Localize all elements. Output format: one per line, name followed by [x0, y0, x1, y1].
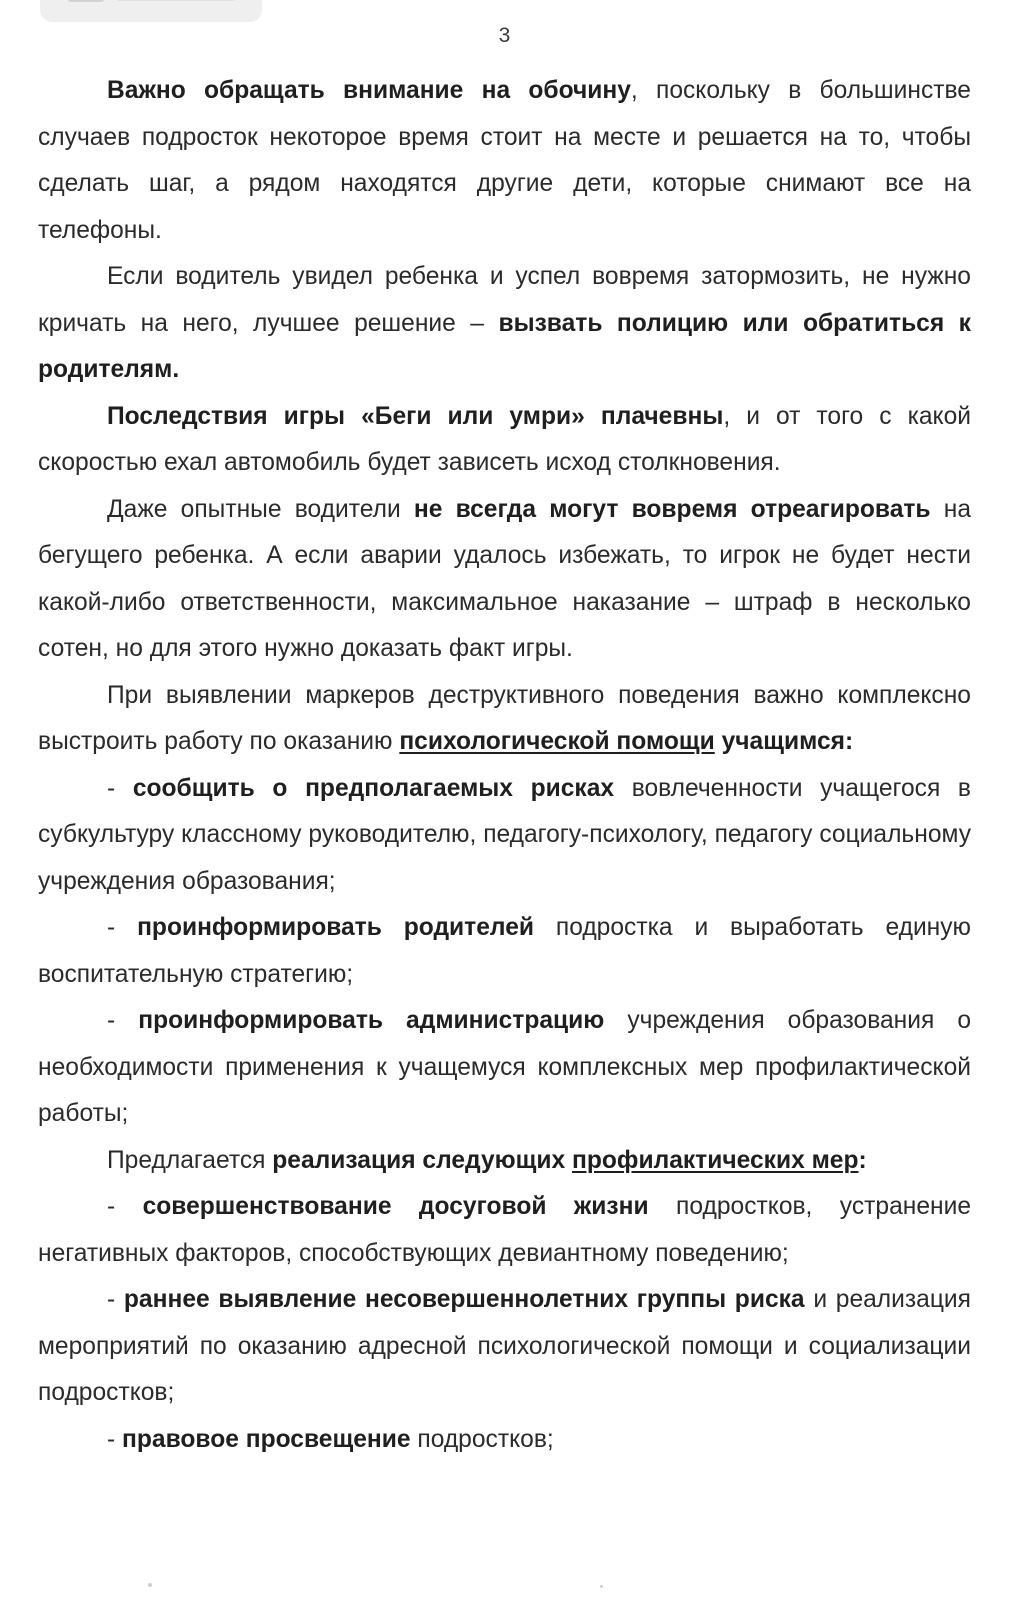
text-run: - [107, 1425, 123, 1453]
text-run: - [107, 1193, 143, 1220]
text-run: вовлеченности учащегося в субкультуру классному руководителю, педагогу-психологу, педагогу социальному учреждения образования; [38, 774, 971, 895]
text-run: При выявлении маркеров деструктивного поведения важно комплексно выстроить работу по оказанию [38, 681, 971, 755]
top-toolbar-chip [40, 0, 262, 22]
text-run: учреждения образования о необходимости применения к учащемуся комплексных мер профилактической работы; [38, 1007, 972, 1127]
text-run: Даже опытные водители [107, 495, 414, 523]
scan-speck [600, 1585, 603, 1588]
bold-text: правовое просвещение [122, 1425, 411, 1453]
paragraph [38, 673, 971, 766]
bold-text [572, 1147, 858, 1174]
paragraph [38, 394, 971, 487]
toolbar-icon [68, 0, 104, 2]
text-run: - [107, 774, 133, 802]
text-run: подростков; [410, 1425, 554, 1453]
text-run: на бегущего ребенка. А если аварии удалось избежать, то игрок не будет нести какой-либо ответственности, максимальное наказание – штраф в несколько сотен, но для этого нужно доказать факт игры. [38, 495, 972, 662]
bold-text: сообщить о предполагаемых рисках [132, 774, 615, 802]
page-number: 3 [498, 24, 511, 47]
bold-text: Важно обращать внимание на обочину [107, 77, 631, 104]
bold-text: вызвать полицию или обратиться к родителям. [38, 309, 971, 383]
text-run: подростков, устранение негативных факторов, способствующих девиантному поведению; [38, 1193, 971, 1267]
paragraph [38, 1277, 971, 1417]
scan-speck [148, 1583, 152, 1587]
text-run: - [107, 1286, 124, 1313]
bold-text: : [858, 1146, 867, 1174]
paragraph [38, 487, 971, 673]
bold-text: не всегда могут вовремя отреагировать [413, 495, 931, 523]
bold-text: раннее выявление несовершеннолетних группы риска [123, 1286, 805, 1313]
underlined-emphasis: профилактических мер [572, 1146, 859, 1174]
text-run: и реализация мероприятий по оказанию адресной психологической помощи и социализации подростков; [38, 1286, 971, 1406]
bold-text: учащимся: [714, 728, 854, 755]
text-run: Предлагается [107, 1146, 273, 1174]
paragraph [38, 1138, 971, 1185]
paragraph [38, 1184, 971, 1277]
text-run: - [107, 1007, 139, 1034]
text-run: Если водитель увидел ребенка и успел вовремя затормозить, не нужно кричать на него, лучшее решение – [38, 263, 971, 337]
bold-text [399, 728, 714, 755]
text-run: подростка и выработать единую воспитательную стратегию; [38, 914, 971, 988]
paragraph [38, 998, 971, 1138]
bold-text: проинформировать родителей [137, 914, 534, 941]
paragraph [38, 68, 971, 254]
paragraph [38, 1417, 971, 1464]
bold-text: совершенствование досуговой жизни [142, 1193, 649, 1220]
toolbar-placeholder [116, 0, 236, 1]
text-run: - [107, 914, 138, 941]
bold-text: Последствия игры «Беги или умри» плачевны [107, 402, 724, 430]
bold-text: реализация следующих [272, 1146, 573, 1174]
text-run: , и от того с какой скоростью ехал автомобиль будет зависеть исход столкновения. [38, 402, 972, 476]
underlined-emphasis: психологической помощи [399, 728, 715, 755]
paragraph [38, 254, 971, 394]
bold-text: проинформировать администрацию [138, 1007, 605, 1034]
paragraph [38, 905, 971, 998]
paragraph [38, 766, 971, 906]
document-body [38, 68, 971, 1463]
text-run: , поскольку в большинстве случаев подросток некоторое время стоит на месте и решается на то, чтобы сделать шаг, а рядом находятся другие дети, которые снимают все на телефоны. [38, 77, 971, 244]
